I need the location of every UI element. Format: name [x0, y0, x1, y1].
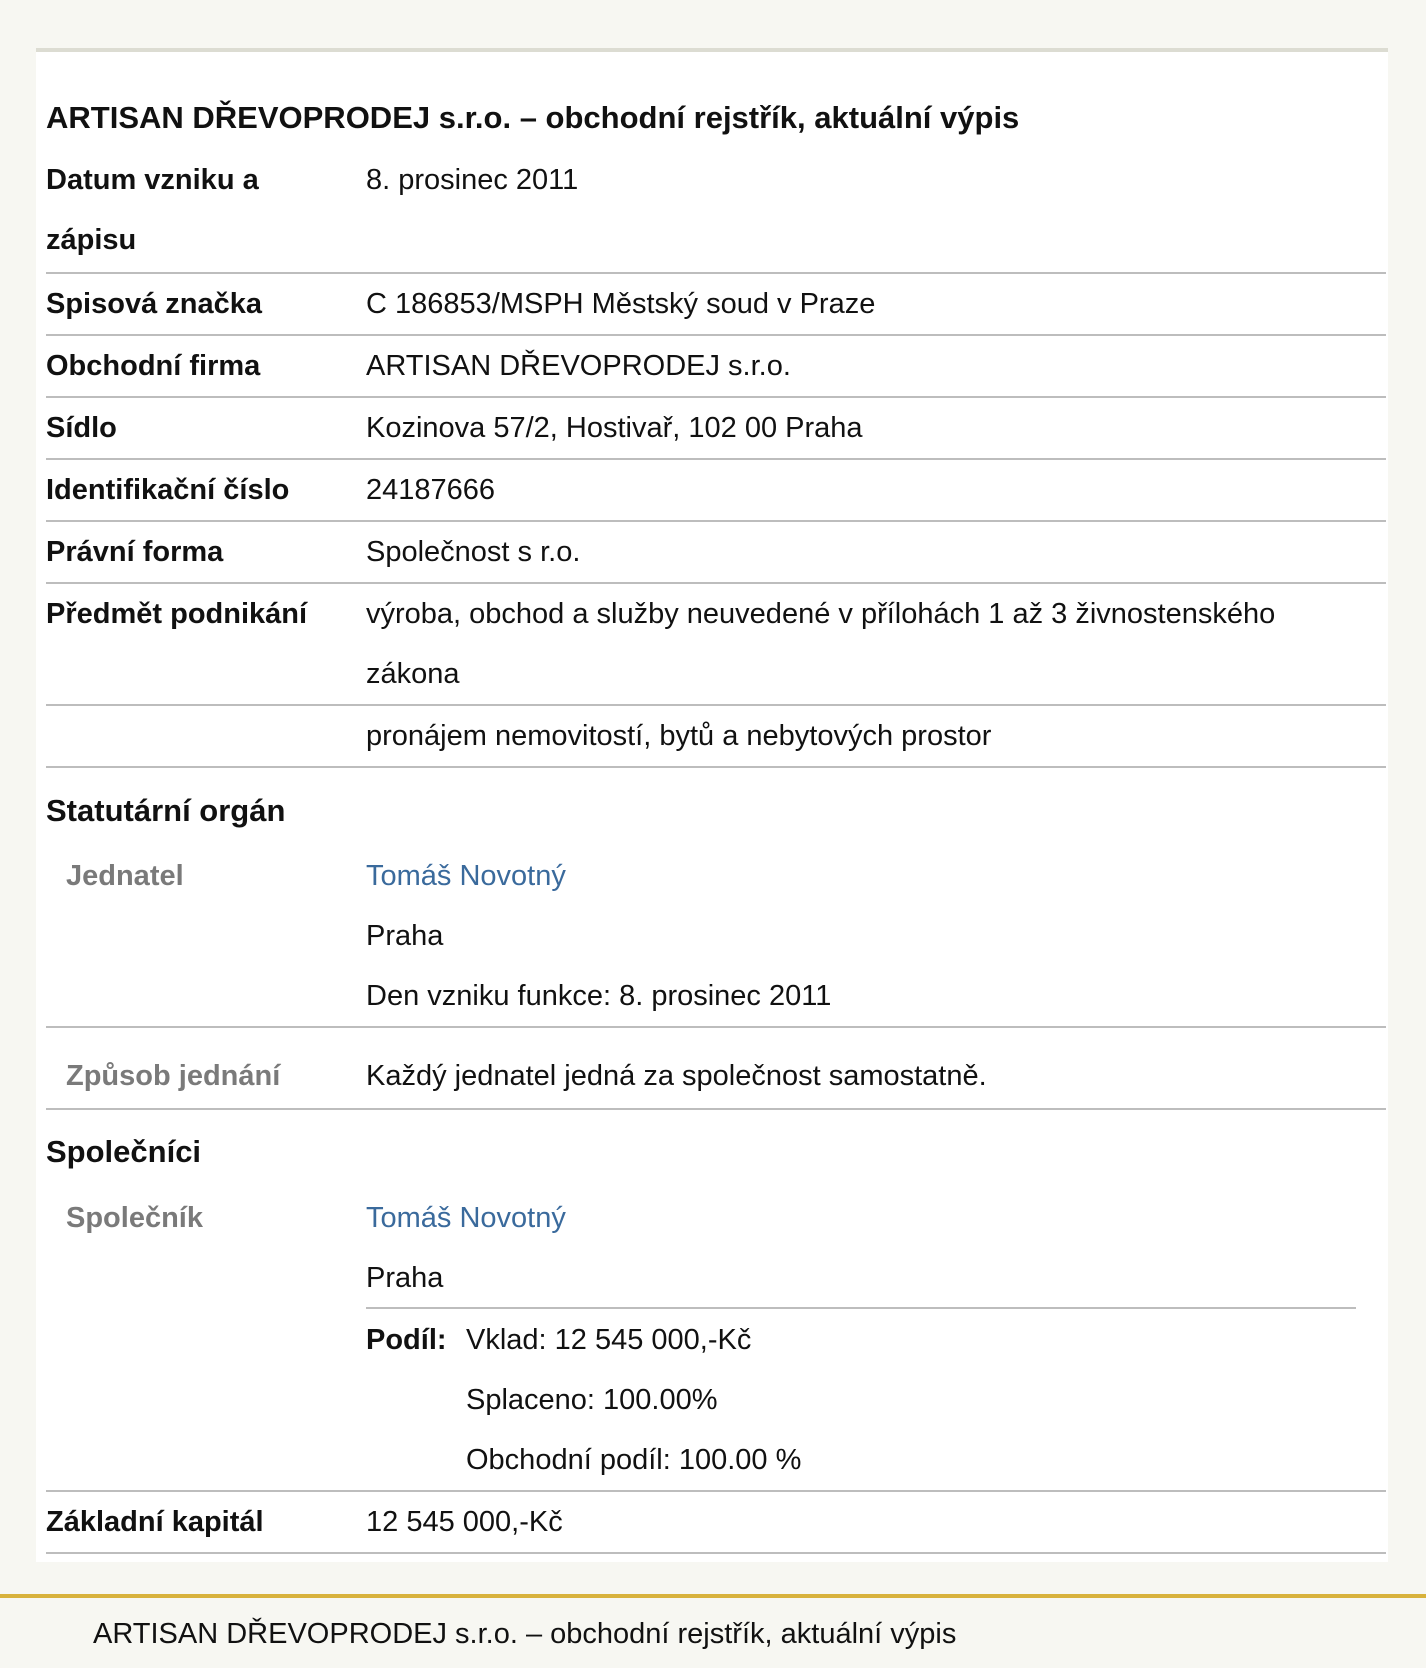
- section-statutarni-organ: Statutární orgán: [46, 793, 286, 828]
- row-predmet-podnikani-2: [46, 706, 1386, 768]
- label-jednatel: Jednatel: [66, 860, 184, 892]
- label-sidlo: Sídlo: [46, 412, 117, 444]
- label-spolecnik: Společník: [66, 1202, 203, 1234]
- value-jednatel-city: Praha: [366, 920, 444, 952]
- row-zakladni-kapital: [46, 1492, 1386, 1554]
- footer-title: ARTISAN DŘEVOPRODEJ s.r.o. – obchodní rejstřík, aktuální výpis: [93, 1618, 957, 1650]
- label-pravni-forma: Právní forma: [46, 536, 224, 568]
- value-splaceno: Splaceno: 100.00%: [466, 1384, 718, 1416]
- value-obchodni-podil: Obchodní podíl: 100.00 %: [466, 1444, 802, 1476]
- value-predmet-podnikani-1a: výroba, obchod a služby neuvedené v přílohách 1 až 3 živnostenského: [366, 598, 1276, 630]
- page-title: ARTISAN DŘEVOPRODEJ s.r.o. – obchodní rejstřík, aktuální výpis: [46, 100, 1020, 135]
- value-zakladni-kapital: 12 545 000,-Kč: [366, 1506, 563, 1538]
- label-identifikacni-cislo: Identifikační číslo: [46, 474, 290, 506]
- value-identifikacni-cislo: 24187666: [366, 474, 496, 506]
- row-pravni-forma: [46, 522, 1386, 584]
- value-sidlo: Kozinova 57/2, Hostivař, 102 00 Praha: [366, 412, 863, 444]
- value-predmet-podnikani-1b: zákona: [366, 658, 460, 690]
- row-jednatel: [46, 846, 1386, 1028]
- value-obchodni-firma: ARTISAN DŘEVOPRODEJ s.r.o.: [366, 350, 791, 382]
- row-obchodni-firma: [46, 336, 1386, 398]
- row-predmet-podnikani: [46, 584, 1386, 706]
- value-vklad: Vklad: 12 545 000,-Kč: [466, 1324, 752, 1356]
- podil-divider: [366, 1307, 1356, 1309]
- value-datum-vzniku: 8. prosinec 2011: [366, 164, 579, 196]
- link-spolecnik-name[interactable]: Tomáš Novotný: [366, 1202, 566, 1234]
- value-zpusob-jednani: Každý jednatel jedná za společnost samostatně.: [366, 1060, 987, 1092]
- label-zakladni-kapital: Základní kapitál: [46, 1506, 264, 1538]
- row-datum-vzniku: [46, 150, 1386, 274]
- value-pravni-forma: Společnost s r.o.: [366, 536, 581, 568]
- label-datum-vzniku-1: Datum vzniku a: [46, 164, 259, 196]
- value-jednatel-since: Den vzniku funkce: 8. prosinec 2011: [366, 980, 832, 1012]
- label-spisova-znacka: Spisová značka: [46, 288, 262, 320]
- link-jednatel-name[interactable]: Tomáš Novotný: [366, 860, 566, 892]
- row-spisova-znacka: [46, 274, 1386, 336]
- row-zpusob-jednani: [46, 1046, 1386, 1110]
- row-identifikacni-cislo: [46, 460, 1386, 522]
- label-predmet-podnikani: Předmět podnikání: [46, 598, 308, 630]
- section-spolecnici: Společníci: [46, 1134, 202, 1169]
- value-spisova-znacka: C 186853/MSPH Městský soud v Praze: [366, 288, 876, 320]
- row-sidlo: [46, 398, 1386, 460]
- value-predmet-podnikani-2: pronájem nemovitostí, bytů a nebytových prostor: [366, 720, 992, 752]
- label-obchodni-firma: Obchodní firma: [46, 350, 261, 382]
- value-spolecnik-city: Praha: [366, 1262, 444, 1294]
- label-datum-vzniku-2: zápisu: [46, 224, 137, 256]
- footer-bar: [0, 1594, 1426, 1668]
- label-zpusob-jednani: Způsob jednání: [66, 1060, 281, 1092]
- label-podil: Podíl:: [366, 1324, 447, 1356]
